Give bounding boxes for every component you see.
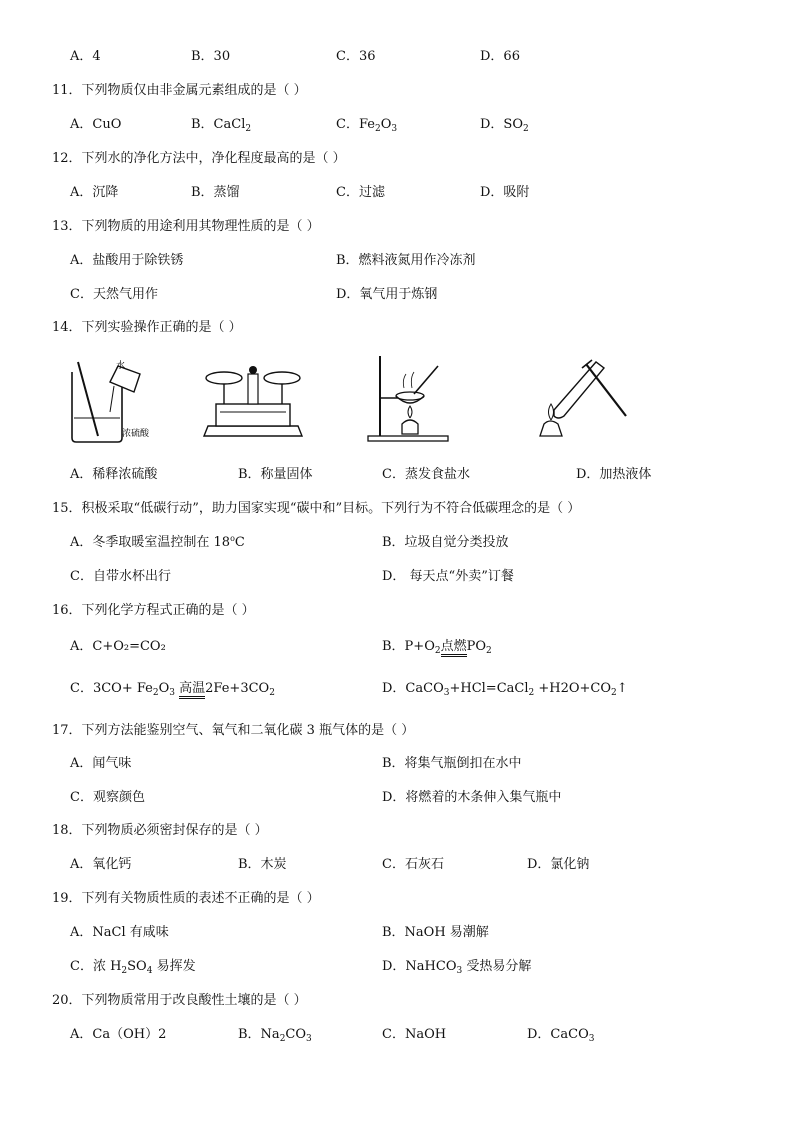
q11-b-text: B．CaCl xyxy=(191,117,246,132)
q16-d-post: +H2O+CO xyxy=(534,681,612,696)
q10-option-b[interactable]: B．30 xyxy=(191,49,231,64)
q15-a-degree: o xyxy=(230,534,235,543)
q16-d-sub3: 2 xyxy=(611,688,617,698)
q10-option-a[interactable]: A．4 xyxy=(70,49,101,64)
q13-option-d[interactable]: D．氧气用于炼钢 xyxy=(336,287,438,302)
q14-option-a[interactable]: A．稀释浓硫酸 xyxy=(70,467,158,482)
q16-c-condition: 高温 xyxy=(179,681,205,699)
q16-d-sub1: 3 xyxy=(443,688,450,698)
q16-options-row1 xyxy=(0,637,794,657)
q11-option-a[interactable]: A．CuO xyxy=(70,117,122,132)
q19-options-row2 xyxy=(0,957,794,977)
q17-option-c[interactable]: C．观察颜色 xyxy=(70,790,145,805)
q20-d-sub: 3 xyxy=(588,1034,595,1044)
q11-c-sub2: 3 xyxy=(391,124,398,134)
q19-option-a[interactable]: A．NaCl 有咸味 xyxy=(70,925,169,940)
q19-c-text: C．浓 H xyxy=(70,959,122,974)
fig-label-acid: 浓硫酸 xyxy=(122,429,150,439)
q14-options xyxy=(0,465,794,485)
q19-stem-line xyxy=(0,889,794,909)
q11-d-text: D．SO xyxy=(480,117,523,132)
q12-stem: 12．下列水的净化方法中，净化程度最高的是（ ） xyxy=(52,151,346,166)
q11-stem-line xyxy=(0,81,794,101)
q13-option-a[interactable]: A．盐酸用于除铁锈 xyxy=(70,253,184,268)
q19-c-sub1: 2 xyxy=(121,966,128,976)
q10-options xyxy=(0,47,794,67)
q19-d-post: 受热易分解 xyxy=(462,959,532,974)
q11-options xyxy=(0,115,794,135)
q15-option-a[interactable] xyxy=(70,533,245,553)
q13-option-c[interactable]: C．天然气用作 xyxy=(70,287,158,302)
q11-c-sub1: 2 xyxy=(374,124,381,134)
q19-option-d[interactable] xyxy=(382,957,531,977)
q16-d-sub2: 2 xyxy=(528,688,535,698)
q15-stem: 15．积极采取“低碳行动”，助力国家实现“碳中和”目标。下列行为不符合低碳理念的是（ ） xyxy=(52,501,581,516)
q16-d-text: D．CaCO xyxy=(382,681,444,696)
q13-stem-line xyxy=(0,217,794,237)
figure-heating-liquid xyxy=(530,352,640,444)
q12-option-c[interactable]: C．过滤 xyxy=(336,185,385,200)
q14-stem-line xyxy=(0,318,794,338)
q16-c-text: C．3CO+ Fe xyxy=(70,681,153,696)
q18-option-c[interactable]: C．石灰石 xyxy=(382,857,444,872)
q19-option-c[interactable] xyxy=(70,957,196,977)
q18-options xyxy=(0,855,794,875)
q16-c-sub2: 3 xyxy=(169,688,175,698)
q19-c-post: 易挥发 xyxy=(152,959,196,974)
q16-c-product: 2Fe+3CO xyxy=(205,681,270,696)
q20-stem: 20．下列物质常用于改良酸性土壤的是（ ） xyxy=(52,993,307,1008)
q19-option-b[interactable]: B．NaOH 易潮解 xyxy=(382,925,489,940)
q19-d-text: D．NaHCO xyxy=(382,959,457,974)
q16-c-product-sub: 2 xyxy=(269,688,275,698)
q10-option-d[interactable]: D．66 xyxy=(480,49,520,64)
q17-stem-line xyxy=(0,721,794,741)
q18-option-a[interactable]: A．氧化钙 xyxy=(70,857,132,872)
q15-option-b[interactable]: B．垃圾自觉分类投放 xyxy=(382,535,509,550)
q16-options-row2 xyxy=(0,679,794,699)
q19-c-sub2: 4 xyxy=(146,966,153,976)
q19-d-sub: 3 xyxy=(456,966,463,976)
q16-stem: 16．下列化学方程式正确的是（ ） xyxy=(52,603,255,618)
q16-b-condition: 点燃 xyxy=(441,639,467,657)
q20-option-a[interactable]: A．Ca（OH）2 xyxy=(70,1027,167,1042)
q16-d-mid: +HCl=CaCl xyxy=(449,681,529,696)
q17-options-row1 xyxy=(0,754,794,774)
fig-label-water: 水 xyxy=(116,361,126,371)
q14-option-c[interactable]: C．蒸发食盐水 xyxy=(382,467,470,482)
q17-option-d[interactable]: D．将燃着的木条伸入集气瓶中 xyxy=(382,790,562,805)
q14-option-d[interactable]: D．加热液体 xyxy=(576,467,652,482)
q19-options-row1 xyxy=(0,923,794,943)
q12-options xyxy=(0,183,794,203)
q12-option-b[interactable]: B．蒸馏 xyxy=(191,185,240,200)
q16-stem-line xyxy=(0,601,794,621)
q12-option-a[interactable]: A．沉降 xyxy=(70,185,119,200)
q20-option-c[interactable]: C．NaOH xyxy=(382,1027,447,1042)
q13-options-row2 xyxy=(0,285,794,305)
q12-option-d[interactable]: D．吸附 xyxy=(480,185,530,200)
q19-c-mid: SO xyxy=(127,959,147,974)
q11-option-d[interactable] xyxy=(480,115,529,135)
q20-b-sub2: 3 xyxy=(306,1034,312,1044)
q16-b-sub: 2 xyxy=(434,646,441,656)
q16-b-product-sub: 2 xyxy=(486,646,492,656)
q20-d-text: D．CaCO xyxy=(527,1027,589,1042)
q11-stem: 11．下列物质仅由非金属元素组成的是（ ） xyxy=(52,83,307,98)
q14-stem: 14．下列实验操作正确的是（ ） xyxy=(52,320,242,335)
q10-option-c[interactable]: C．36 xyxy=(336,49,376,64)
q18-stem: 18．下列物质必须密封保存的是（ ） xyxy=(52,823,268,838)
q16-b-product: PO xyxy=(466,639,487,654)
q17-option-a[interactable]: A．闻气味 xyxy=(70,756,132,771)
q11-option-b[interactable] xyxy=(191,115,251,135)
q20-option-b[interactable] xyxy=(238,1025,312,1045)
q11-option-c[interactable] xyxy=(336,115,397,135)
q17-options-row2 xyxy=(0,788,794,808)
q11-d-sub: 2 xyxy=(523,124,529,134)
q15-stem-line xyxy=(0,499,794,519)
q13-stem: 13．下列物质的用途利用其物理性质的是（ ） xyxy=(52,219,320,234)
figure-dilute-acid xyxy=(64,352,174,444)
q18-option-b[interactable]: B．木炭 xyxy=(238,857,287,872)
q11-b-sub: 2 xyxy=(245,124,252,134)
q20-options xyxy=(0,1025,794,1045)
q11-c-mid: O xyxy=(380,117,392,132)
q20-option-d[interactable] xyxy=(527,1025,594,1045)
figure-balance xyxy=(198,352,308,444)
q12-stem-line xyxy=(0,149,794,169)
q18-stem-line xyxy=(0,821,794,841)
q17-option-b[interactable]: B．将集气瓶倒扣在水中 xyxy=(382,756,522,771)
q15-a-unit: C xyxy=(234,535,245,550)
q13-option-b[interactable]: B．燃料液氮用作冷冻剂 xyxy=(336,253,476,268)
q19-stem: 19．下列有关物质性质的表述不正确的是（ ） xyxy=(52,891,320,906)
q16-b-text: B．P+O xyxy=(382,639,435,654)
q16-option-d[interactable] xyxy=(382,679,628,699)
q15-options-row1 xyxy=(0,533,794,553)
q16-option-b[interactable] xyxy=(382,637,492,657)
figure-evaporation xyxy=(362,352,462,444)
q16-c-sub1: 2 xyxy=(152,688,159,698)
q15-a-text: A．冬季取暖室温控制在 18 xyxy=(70,535,231,550)
q20-stem-line xyxy=(0,991,794,1011)
q14-option-b[interactable]: B．称量固体 xyxy=(238,467,313,482)
q15-option-d[interactable]: D． 每天点“外卖”订餐 xyxy=(382,569,514,584)
gas-arrow-icon: ↑ xyxy=(616,681,628,696)
q15-option-c[interactable]: C．自带水杯出行 xyxy=(70,569,171,584)
q15-options-row2 xyxy=(0,567,794,587)
q16-option-a[interactable]: A．C+O₂=CO₂ xyxy=(70,639,166,654)
q13-options-row1 xyxy=(0,251,794,271)
q11-c-text: C．Fe xyxy=(336,117,375,132)
q16-option-c[interactable] xyxy=(70,679,275,699)
q16-c-mid: O xyxy=(158,681,170,696)
q20-b-text: B．Na xyxy=(238,1027,280,1042)
q18-option-d[interactable]: D．氯化钠 xyxy=(527,857,590,872)
q20-b-sub1: 2 xyxy=(279,1034,286,1044)
q20-b-mid: CO xyxy=(285,1027,307,1042)
q17-stem: 17．下列方法能鉴别空气、氧气和二氧化碳 3 瓶气体的是（ ） xyxy=(52,723,415,738)
